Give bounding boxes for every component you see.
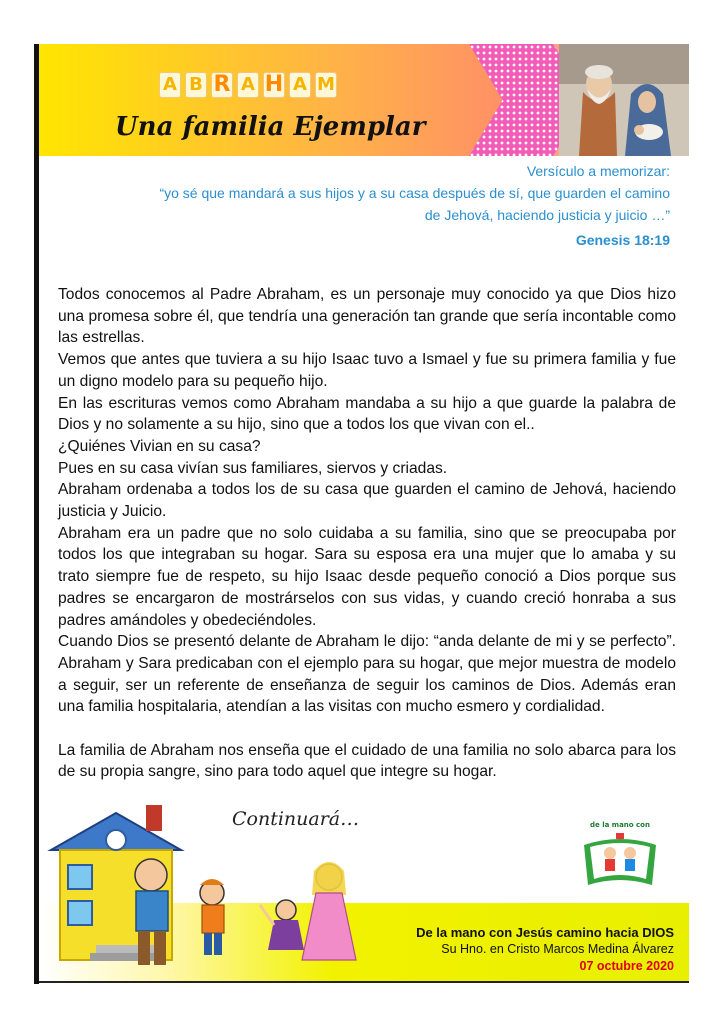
title-letter: H [264,72,284,97]
footer-divider [39,981,689,983]
paragraph: En las escrituras vemos como Abraham mandaba a su hijo a que guarde la palabra de Dios y no solamente a su hijo, sino que a todos los que vivan con el.. [58,394,676,434]
paragraph: Abraham era un padre que no solo cuidaba a su familia, sino que se preocupaba por todos los que integraban su hogar. Sara su esposa era una mujer que lo amaba y su trato siempre fue de respeto, su hijo Isaac desde pequeño conoció a Dios porque sus padres se encargaron de mostrárselos con sus vidas, y cuando creció honraba a sus padres amándoles y obedeciéndoles. [58,524,676,629]
memory-verse [100,160,670,250]
verse-text-line: “yo sé que mandará a sus hijos y a su casa después de sí, que guarden el camino [159,185,670,201]
verse-reference: Genesis 18:19 [575,232,670,248]
paragraph: Pues en su casa vivían sus familiares, siervos y criadas. [58,459,448,477]
title-letter: M [315,72,337,98]
title-letter: A [159,72,181,98]
footer-author: Su Hno. en Cristo Marcos Medina Álvarez [441,942,674,956]
abraham-family-photo [559,44,689,156]
verse-label: Versículo a memorizar: [526,163,670,179]
logo-text: de la mano con [590,821,650,829]
paragraph: Abraham ordenaba a todos los de su casa que guarden el camino de Jehová, haciendo justicia y Juicio. [58,481,676,521]
subtitle: Una familia Ejemplar [115,112,426,142]
paragraph: La familia de Abraham nos enseña que el cuidado de una familia no solo abarca para los de su propia sangre, sino para todo aquel que integre su hogar. [58,741,676,781]
paragraph-spacer [58,718,676,740]
title-letter: A [289,72,311,98]
paragraph: Todos conocemos al Padre Abraham, es un personaje muy conocido ya que Dios hizo una promesa sobre él, que tendría una generación tan grande que sería incontable como las estrellas. [58,286,676,347]
paragraph: ¿Quiénes Vivian en su casa? [58,437,261,455]
title-letter: A [237,72,259,98]
nativity-figures-image [559,44,689,156]
footer-signature [416,924,674,975]
cartoon-family-image [46,805,376,975]
verse-text-line: de Jehová, haciendo justicia y juicio …” [424,207,670,223]
continued-note: Continuará… [232,808,360,830]
article-body [58,284,676,783]
footer-date: 07 octubre 2020 [579,959,674,973]
paragraph: Vemos que antes que tuviera a su hijo Isaac tuvo a Ismael y fue su primera familia y fue un digno modelo para su pequeño hijo. [58,351,676,390]
de-la-mano-logo-image [580,815,660,895]
title-letter: R [211,72,233,98]
header-banner [39,44,689,156]
abraham-title [159,72,337,98]
ministry-logo [580,815,660,895]
left-border [34,44,39,984]
footer-motto: De la mano con Jesús camino hacia DIOS [416,925,674,940]
paragraph: Cuando Dios se presentó delante de Abraham le dijo: “anda delante de mi y se perfecto”. Abraham y Sara predicaban con el ejemplo para su hogar, que mejor muestra de modelo a seguir, ser un referente de enseñanza de seguir los caminos de Dios. Además eran una familia hospitalaria, atendían a las visitas con mucho esmero y cordialidad. [58,633,676,716]
title-letter: B [185,72,207,98]
family-house-illustration [46,805,376,975]
